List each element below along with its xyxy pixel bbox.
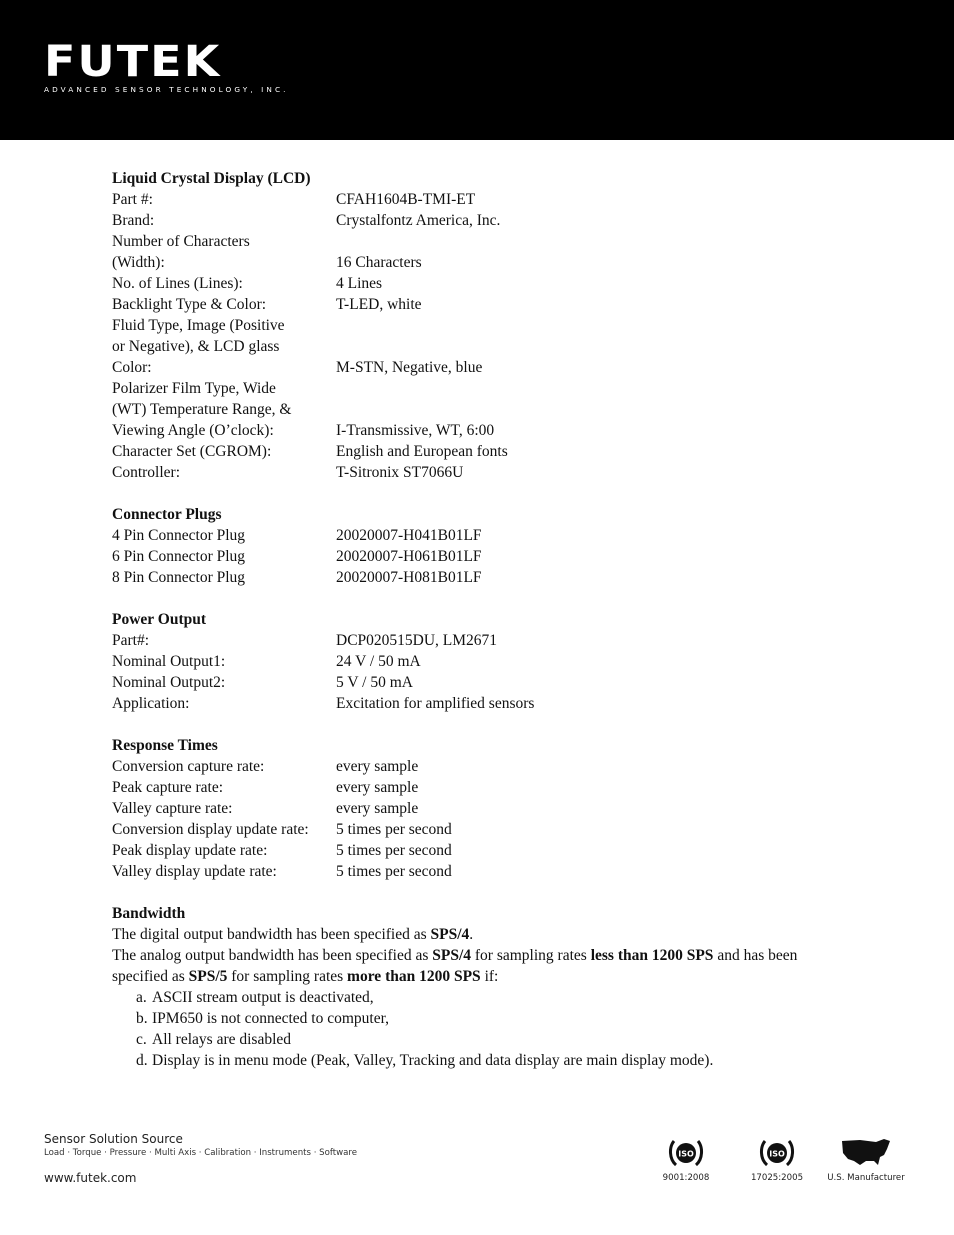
usa-map-icon <box>840 1135 892 1171</box>
spec-row <box>112 357 842 378</box>
spec-value: 5 times per second <box>336 842 452 859</box>
spec-row <box>112 294 842 315</box>
footer-products: Load · Torque · Pressure · Multi Axis · Calibration · Instruments · Software <box>44 1148 358 1158</box>
spec-value <box>336 336 842 357</box>
spec-label: Character Set (CGROM): <box>112 443 272 460</box>
spec-label: 4 Pin Connector Plug <box>112 527 246 544</box>
spec-value: 20020007-H081B01LF <box>336 569 482 586</box>
iso-17025-cert <box>750 1135 804 1183</box>
spec-row <box>112 546 842 567</box>
spec-row <box>112 567 842 588</box>
spec-label: Color: <box>112 359 152 376</box>
spec-value: every sample <box>336 800 419 817</box>
spec-value: every sample <box>336 779 419 796</box>
spec-label: Controller: <box>112 464 181 481</box>
spec-row <box>112 336 842 357</box>
spec-value: T-Sitronix ST7066U <box>336 464 464 481</box>
bandwidth-section <box>112 903 842 1071</box>
svg-text:ISO: ISO <box>678 1149 694 1159</box>
spec-value: English and European fonts <box>336 443 508 460</box>
list-item <box>112 1029 842 1050</box>
spec-row <box>112 231 842 252</box>
spec-row <box>112 819 842 840</box>
spec-label: Fluid Type, Image (Positive <box>112 317 285 334</box>
spec-value: 20020007-H041B01LF <box>336 527 482 544</box>
spec-row <box>112 252 842 273</box>
footer-title: Sensor Solution Source <box>44 1132 183 1146</box>
list-text: Display is in menu mode (Peak, Valley, Tracking and data display are main display mode). <box>152 1052 714 1069</box>
spec-value: 4 Lines <box>336 275 383 292</box>
spec-label: Nominal Output1: <box>112 653 226 670</box>
spec-rows <box>112 189 842 483</box>
spec-label: Valley display update rate: <box>112 863 277 880</box>
connector-section <box>112 504 842 588</box>
section-title: Bandwidth <box>112 905 186 922</box>
digital-bandwidth-text: The digital output bandwidth has been specified as SPS/4. <box>112 926 474 943</box>
list-text: IPM650 is not connected to computer, <box>152 1010 390 1027</box>
list-text: ASCII stream output is deactivated, <box>152 989 374 1006</box>
spec-value: I-Transmissive, WT, 6:00 <box>336 422 495 439</box>
spec-row <box>112 651 842 672</box>
spec-row <box>112 672 842 693</box>
analog-bandwidth-text: The analog output bandwidth has been specified as SPS/4 for sampling rates less than 1200 SPS and has been specified as SPS/5 for sampling rates more than 1200 SPS if: <box>112 947 798 985</box>
list-marker: a. <box>136 989 147 1006</box>
page-header <box>0 0 954 140</box>
spec-row <box>112 693 842 714</box>
spec-value <box>336 231 842 252</box>
spec-label: Backlight Type & Color: <box>112 296 267 313</box>
spec-row <box>112 399 842 420</box>
spec-row <box>112 189 842 210</box>
spec-row <box>112 315 842 336</box>
list-marker: b. <box>136 1010 148 1027</box>
list-marker: c. <box>136 1031 147 1048</box>
list-item <box>112 987 842 1008</box>
spec-row <box>112 798 842 819</box>
spec-value: 20020007-H061B01LF <box>336 548 482 565</box>
section-title: Power Output <box>112 611 207 628</box>
spec-value: T-LED, white <box>336 296 422 313</box>
spec-value <box>336 399 842 420</box>
power-section <box>112 609 842 714</box>
spec-rows <box>112 525 842 588</box>
spec-value: M-STN, Negative, blue <box>336 359 483 376</box>
futek-logo <box>44 36 289 94</box>
iso-laurel-icon <box>757 1135 797 1171</box>
spec-label: Conversion capture rate: <box>112 758 265 775</box>
spec-label: Polarizer Film Type, Wide <box>112 380 276 397</box>
spec-row <box>112 273 842 294</box>
condition-list <box>112 987 842 1071</box>
spec-label: No. of Lines (Lines): <box>112 275 243 292</box>
spec-label: Conversion display update rate: <box>112 821 309 838</box>
page-footer <box>44 1132 357 1186</box>
spec-label: Peak display update rate: <box>112 842 268 859</box>
spec-label: Number of Characters <box>112 233 250 250</box>
cert-label: 17025:2005 <box>750 1173 804 1183</box>
spec-label: (Width): <box>112 254 165 271</box>
spec-row <box>112 861 842 882</box>
list-marker: d. <box>136 1052 148 1069</box>
section-title: Response Times <box>112 737 218 754</box>
list-item <box>112 1050 842 1071</box>
spec-label: Valley capture rate: <box>112 800 233 817</box>
spec-label: or Negative), & LCD glass <box>112 338 280 355</box>
logo-wordmark: FUTEK <box>44 36 222 87</box>
spec-value <box>336 315 842 336</box>
section-title: Connector Plugs <box>112 506 222 523</box>
spec-value: 16 Characters <box>336 254 422 271</box>
logo-tagline: ADVANCED SENSOR TECHNOLOGY, INC. <box>44 85 289 94</box>
us-manufacturer-cert <box>826 1135 906 1183</box>
spec-row <box>112 630 842 651</box>
list-item <box>112 1008 842 1029</box>
spec-label: Part #: <box>112 191 153 208</box>
spec-value: every sample <box>336 758 419 775</box>
spec-value <box>336 378 842 399</box>
spec-value: 5 V / 50 mA <box>336 674 413 691</box>
spec-row <box>112 210 842 231</box>
spec-value: DCP020515DU, LM2671 <box>336 632 498 649</box>
spec-label: (WT) Temperature Range, & <box>112 401 292 418</box>
spec-rows <box>112 756 842 882</box>
spec-row <box>112 777 842 798</box>
spec-label: Application: <box>112 695 190 712</box>
cert-label: 9001:2008 <box>662 1173 710 1183</box>
svg-text:ISO: ISO <box>769 1149 785 1159</box>
iso-laurel-icon <box>666 1135 706 1171</box>
spec-rows <box>112 630 842 714</box>
list-text: All relays are disabled <box>152 1031 292 1048</box>
spec-value: 5 times per second <box>336 821 452 838</box>
spec-label: Part#: <box>112 632 150 649</box>
iso-9001-cert <box>662 1135 710 1183</box>
spec-label: Viewing Angle (O’clock): <box>112 422 274 439</box>
footer-website-link[interactable]: www.futek.com <box>44 1171 137 1185</box>
spec-value: CFAH1604B-TMI-ET <box>336 191 476 208</box>
spec-content <box>112 168 842 1071</box>
spec-label: Brand: <box>112 212 155 229</box>
spec-label: Peak capture rate: <box>112 779 224 796</box>
lcd-section <box>112 168 842 483</box>
spec-value: Excitation for amplified sensors <box>336 695 535 712</box>
spec-row <box>112 441 842 462</box>
spec-label: 6 Pin Connector Plug <box>112 548 246 565</box>
spec-value: 24 V / 50 mA <box>336 653 421 670</box>
cert-label: U.S. Manufacturer <box>827 1173 905 1183</box>
spec-row <box>112 525 842 546</box>
spec-row <box>112 756 842 777</box>
response-section <box>112 735 842 882</box>
spec-row <box>112 420 842 441</box>
spec-row <box>112 840 842 861</box>
spec-value: Crystalfontz America, Inc. <box>336 212 501 229</box>
spec-value: 5 times per second <box>336 863 452 880</box>
spec-label: 8 Pin Connector Plug <box>112 569 246 586</box>
section-title: Liquid Crystal Display (LCD) <box>112 170 311 187</box>
spec-row <box>112 378 842 399</box>
spec-row <box>112 462 842 483</box>
spec-label: Nominal Output2: <box>112 674 226 691</box>
